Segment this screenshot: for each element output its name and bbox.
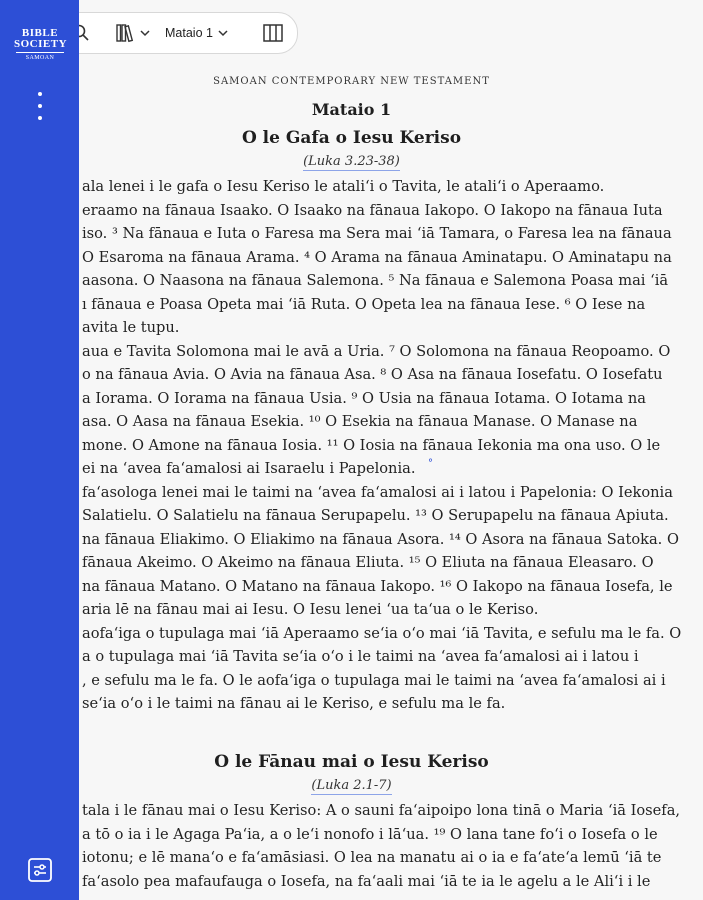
verse-text-line[interactable]: , e sefulu ma le fa. O le aofa‘iga o tupulaga mai le taimi na ‘avea fa‘amalosi ai i [82,671,666,689]
verse-text-line[interactable]: aofa‘iga o tupulaga mai ‘iā Aperaamo se‘ia o‘o mai ‘iā Tavita, e sefulu ma le fa. O [82,624,682,642]
more-vertical-icon[interactable] [30,92,50,120]
cross-reference[interactable]: (Luka 2.1-7) [311,778,392,793]
bible-society-logo[interactable] [14,28,66,61]
verse-text-line[interactable]: aasona. O Naasona na fānaua Salemona. ⁵ Na fānaua e Salemona Poasa mai ‘iā [82,272,669,289]
cross-reference[interactable]: (Luka 3.23-38) [303,154,400,169]
versions-button[interactable] [115,21,153,45]
verse-text-line[interactable]: iso. ³ Na fānaua e Iuta o Faresa ma Sera mai ‘iā Tamara, o Faresa lea na fānaua [82,225,672,242]
reader-toolbar [56,12,298,54]
verse-text-line[interactable]: Salatielu. O Salatielu na fānaua Serupapelu. ¹³ O Serupapelu na fānaua Apiuta. [82,507,669,524]
logo-divider [16,52,64,53]
verse-text-line[interactable]: aua e Tavita Solomona mai le avā a Uria. ⁷ O Solomona na fānaua Reopoamo. O [82,342,671,360]
version-name: SAMOAN CONTEMPORARY NEW TESTAMENT [213,76,490,87]
verse-text-line[interactable]: avita le tupu. [82,319,180,336]
logo-text-samoan: SAMOAN [25,55,55,61]
sidebar [0,0,79,900]
verse-text-line[interactable]: a tō o ia i le Agaga Pa‘ia, a o le‘i nonofo i lā‘ua. ¹⁹ O lana tane fo‘i o Iosefa o le [82,825,658,843]
books-icon [115,22,139,44]
verse-text-line[interactable]: iotonu; e lē mana‘o e fa‘amāsiasi. O lea na manatu ai o ia e fa‘ate‘a lemū ‘iā te [82,849,662,866]
verse-text-line[interactable]: ei na ‘avea fa‘amalosi ai Isaraelu i Papelonia. [82,460,416,477]
section-heading: O le Fānau mai o Iesu Keriso [214,752,489,772]
verse-text-line[interactable]: fa‘asologa lenei mai le taimi na ‘avea fa‘amalosi ai i latou i Papelonia: O Iekonia [82,483,673,501]
verse-text-line[interactable]: a Iorama. O Iorama na fānaua Usia. ⁹ O Usia na fānaua Iotama. O Iotama na [82,389,647,407]
chapter-selector-label: Mataio 1 [165,26,213,40]
parallel-view-button[interactable] [261,21,285,45]
verse-text-line[interactable]: a o tupulaga mai ‘iā Tavita se‘ia o‘o i le taimi na ‘avea fa‘amalosi ai i latou i [82,648,639,665]
verse-text-line[interactable]: se‘ia o‘o i le taimi na fānau ai le Keriso, e sefulu ma le fa. [82,695,506,712]
verse-text-line[interactable]: tala i le fānau mai o Iesu Keriso: A o sauni fa‘aipoipo lona tinā o Maria ‘iā Iosefa, [82,802,681,819]
verse-text-line[interactable]: mone. O Amone na fānaua Iosia. ¹¹ O Iosia na fānaua Iekonia ma ona uso. O le [82,436,661,454]
verse-text-line[interactable]: na fānaua Matano. O Matano na fānaua Iakopo. ¹⁶ O Iakopo na fānaua Iosefa, le [82,577,673,595]
verse-text-line[interactable]: fa‘asolo pea mafaufauga o Iosefa, na fa‘aali mai ‘iā te ia le agelu a le Ali‘i i le [82,872,651,890]
verse-text-line[interactable]: na fānaua Eliakimo. O Eliakimo na fānaua Asora. ¹⁴ O Asora na fānaua Satoka. O [82,530,679,548]
verse-text-line[interactable]: eraamo na fānaua Isaako. O Isaako na fānaua Iakopo. O Iakopo na fānaua Iuta [82,201,663,219]
chevron-down-icon [216,27,230,39]
chapter-selector[interactable] [165,21,243,45]
verse-text-line[interactable]: O Esaroma na fānaua Arama. ⁴ O Arama na fānaua Aminatapu. O Aminatapu na [82,248,672,266]
settings-sliders-icon[interactable] [26,856,54,884]
logo-text-bible: BIBLE [21,27,59,39]
chapter-title: Mataio 1 [311,100,392,119]
verse-text-line[interactable]: o na fānaua Avia. O Avia na fānaua Asa. ⁸ O Asa na fānaua Iosefatu. O Iosefatu [82,366,663,383]
verse-text-line[interactable]: asa. O Aasa na fānaua Esekia. ¹⁰ O Esekia na fānaua Manase. O Manase na [82,413,638,430]
chevron-down-icon [139,27,151,39]
verse-text-line[interactable]: ı fānaua e Poasa Opeta mai ‘iā Ruta. O Opeta lea na fānaua Iese. ⁶ O Iese na [82,295,646,313]
logo-text-society: SOCIETY [14,38,68,50]
section-heading: O le Gafa o Iesu Keriso [241,128,462,148]
footnote-marker[interactable]: ° [428,458,433,469]
verse-text-line[interactable]: fānaua Akeimo. O Akeimo na fānaua Eliuta. ¹⁵ O Eliuta na fānaua Eleasaro. O [82,554,654,571]
verse-text-line[interactable]: ala lenei i le gafa o Iesu Keriso le atali‘i o Tavita, le atali‘i o Aperaamo. [82,178,605,195]
verse-text-line[interactable]: aria lē na fānau mai ai Iesu. O Iesu lenei ‘ua ta‘ua o le Keriso. [82,601,539,618]
columns-icon [261,21,285,45]
